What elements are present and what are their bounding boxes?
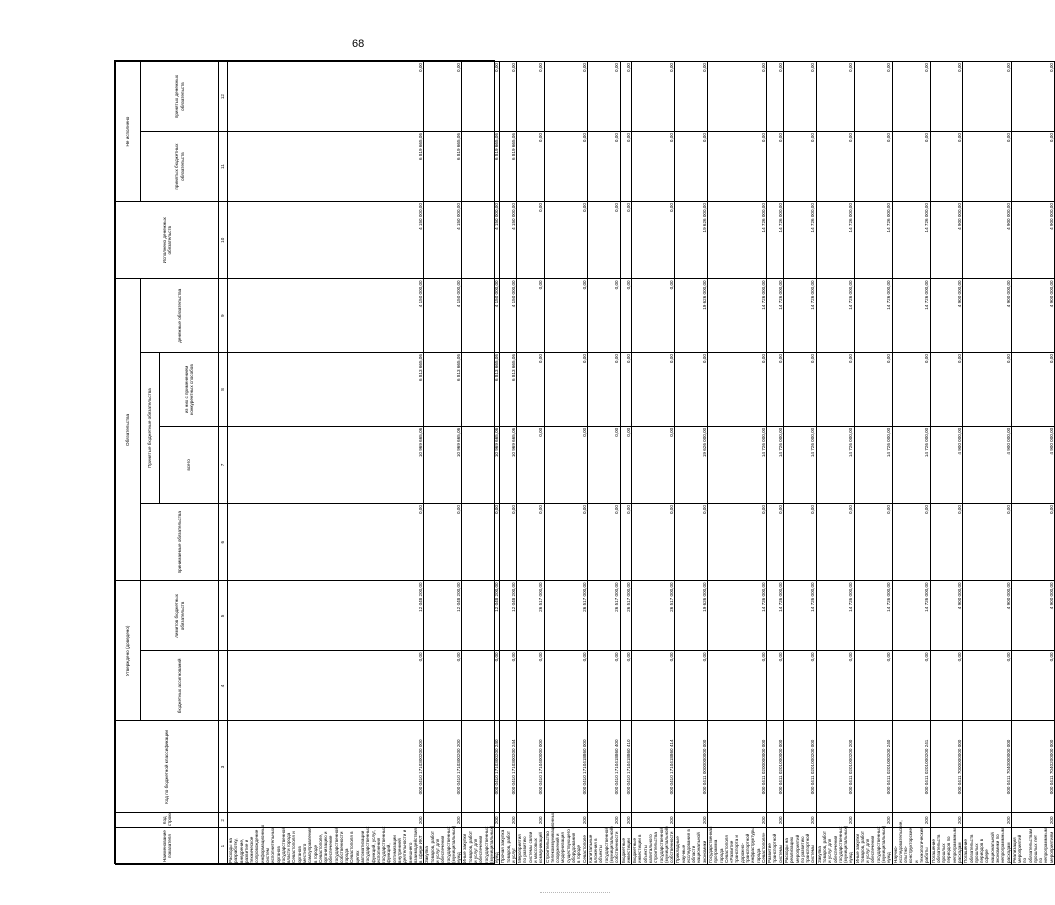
row-value-c6: 0,00 — [930, 504, 963, 581]
row-value-c11: 0,00 — [587, 132, 620, 202]
row-value-c4: 0,00 — [462, 651, 500, 721]
row-value-c10: 4 150 000,00 — [462, 202, 500, 279]
table-row — [963, 62, 1012, 865]
row-value-c8: 0,00 — [1011, 353, 1054, 427]
row-value-c7: 4 900 000,00 — [930, 426, 963, 503]
row-value-c6: 0,00 — [587, 504, 620, 581]
table-row — [544, 62, 587, 865]
row-value-c6: 0,00 — [708, 504, 767, 581]
row-value-c12: 0,00 — [854, 62, 892, 132]
table-header — [116, 62, 228, 865]
row-value-c9: 14 726 000,00 — [767, 279, 784, 353]
row-value-c5: 26 517 000,00 — [632, 581, 675, 651]
row-value-c10: 14 726 000,00 — [892, 202, 930, 279]
row-value-c11: 0,00 — [620, 132, 632, 202]
row-budget-code: 000 0410 1710300200 240 — [462, 721, 500, 813]
row-value-c10: 0,00 — [517, 202, 544, 279]
row-value-c4: 0,00 — [632, 651, 675, 721]
row-value-c9: 14 726 000,00 — [783, 279, 816, 353]
row-value-c12: 0,00 — [544, 62, 587, 132]
header-monetary: денежные обязательства — [141, 279, 219, 353]
row-value-c10: 4 150 000,00 — [228, 202, 424, 279]
row-name: Государственная программа города Севастополя «Развитие транспорта и дорожно-транспортной инфраструктуры города Севастополя» — [708, 826, 766, 863]
rotated-content — [115, 61, 1054, 865]
row-value-c6: 0,00 — [963, 504, 1012, 581]
row-value-c9: 14 726 000,00 — [816, 279, 854, 353]
header-name: Наименование показателя — [116, 828, 219, 865]
table-row — [854, 62, 892, 865]
row-value-c5: 19 626 000,00 — [675, 581, 708, 651]
row-value-c12: 0,00 — [517, 62, 544, 132]
row-value-c4: 0,00 — [228, 651, 424, 721]
row-value-c6: 0,00 — [854, 504, 892, 581]
row-value-c12: 0,00 — [620, 62, 632, 132]
header-approved: Утверждено (доведено) — [116, 581, 141, 721]
row-value-c7: 14 726 000,00 — [708, 426, 767, 503]
row-value-c7: 0,00 — [587, 426, 620, 503]
column-index-cell: 3 — [219, 721, 228, 813]
row-value-c11: 0,00 — [1011, 132, 1054, 202]
row-value-c9: 4 150 000,00 — [228, 279, 424, 353]
row-value-c5: 26 517 000,00 — [517, 581, 544, 651]
row-name: Капитальные вложения в объекты государственной (муниципальной) собственности — [587, 826, 620, 863]
row-name: Научно-исследовательские, опытно-конструкторские и технологические работы — [892, 820, 930, 863]
row-value-c11: 0,00 — [675, 132, 708, 202]
table-row — [620, 62, 632, 865]
row-value-c8: 0,00 — [930, 353, 963, 427]
row-line-code: 200 — [783, 813, 816, 828]
row-value-c12: 0,00 — [930, 62, 963, 132]
row-value-c6: 0,00 — [632, 504, 675, 581]
row-line-code: 200 — [517, 813, 544, 828]
row-value-c10: 4 900 000,00 — [963, 202, 1012, 279]
row-line-code: 200 — [930, 813, 963, 828]
column-index-cell: 5 — [219, 581, 228, 651]
column-index-cell: 8 — [219, 353, 228, 427]
row-value-c5: 12 048 200,00 — [424, 581, 462, 651]
row-value-c9: 4 150 000,00 — [424, 279, 462, 353]
row-value-c12: 0,00 — [708, 62, 767, 132]
row-value-c5: 4 900 000,00 — [963, 581, 1012, 651]
row-value-c9: 0,00 — [517, 279, 544, 353]
row-name: Мероприятия по развитию системы связи и массовых коммуникаций — [517, 828, 544, 865]
row-value-c7: 10 969 665,06 — [500, 426, 517, 503]
row-value-c12: 0,00 — [228, 62, 424, 132]
table-row — [587, 62, 620, 865]
row-budget-code: 000 0411 0201000200 241 — [892, 721, 930, 813]
row-value-c6: 0,00 — [228, 504, 424, 581]
row-value-c6: 0,00 — [783, 504, 816, 581]
table-row — [1011, 62, 1054, 865]
row-value-c10: 4 150 000,00 — [424, 202, 462, 279]
row-value-c10: 4 900 000,00 — [930, 202, 963, 279]
header-limits: лимитов бюджетных обязательств — [141, 581, 219, 651]
row-value-c9: 0,00 — [632, 279, 675, 353]
row-value-c9: 14 726 000,00 — [892, 279, 930, 353]
row-value-c4: 0,00 — [930, 651, 963, 721]
row-value-c11: 0,00 — [963, 132, 1012, 202]
row-value-c7: 10 969 665,06 — [462, 426, 500, 503]
row-value-c11: 0,00 — [517, 132, 544, 202]
row-value-c11: 6 819 665,06 — [462, 132, 500, 202]
row-value-c4: 0,00 — [675, 651, 708, 721]
row-value-c4: 0,00 — [587, 651, 620, 721]
row-value-c10: 0,00 — [620, 202, 632, 279]
row-value-c9: 4 900 000,00 — [930, 279, 963, 353]
row-value-c12: 0,00 — [424, 62, 462, 132]
row-value-c7: 0,00 — [517, 426, 544, 503]
row-name: Расходы на реализацию мероприятий по развитию транспортной системы — [783, 828, 816, 865]
row-value-c5: 14 726 000,00 — [767, 581, 784, 651]
row-value-c8: 0,00 — [816, 353, 854, 427]
row-value-c9: 0,00 — [544, 279, 587, 353]
row-value-c11: 0,00 — [708, 132, 767, 202]
table-row — [675, 62, 708, 865]
row-value-c7: 14 726 000,00 — [892, 426, 930, 503]
row-budget-code: 000 0411 0201000200 240 — [854, 721, 892, 813]
table-row — [783, 62, 816, 865]
rotated-table-frame — [114, 60, 1054, 864]
column-index-cell: 1 — [219, 828, 228, 865]
table-row — [424, 62, 462, 865]
row-value-c9: 4 150 000,00 — [462, 279, 500, 353]
row-value-c5: 14 726 000,00 — [708, 581, 767, 651]
row-value-c6: 0,00 — [767, 504, 784, 581]
table-row — [930, 62, 963, 865]
row-value-c8: 0,00 — [708, 353, 767, 427]
row-value-c5: 4 900 000,00 — [930, 581, 963, 651]
table-row — [708, 62, 767, 865]
table-row — [228, 62, 424, 865]
row-name: Расходы на разработку, внедрение, развитие и техническое сопровождение информационных систем исполнительных органов государственной власти города Севастополя и органов местного самоуправления в городе Севастополе, организацию и обеспечение государственной собственности города Севастополя в целях автоматизации государственных функций, услуг, исполнения государственных функций, оптимизации внутренней деятельности и внешнего взаимодействия в сфере ИКТ — [228, 824, 424, 863]
row-line-code: 200 — [963, 813, 1012, 828]
row-line-code: 200 — [500, 813, 517, 828]
row-value-c7: 14 726 000,00 — [767, 426, 784, 503]
row-value-c6: 0,00 — [517, 504, 544, 581]
row-budget-code: 000 0410 1710418860 000 — [544, 721, 587, 813]
row-value-c8: 0,00 — [675, 353, 708, 427]
row-budget-code: 000 0411 0000000000 000 — [675, 721, 708, 813]
row-value-c10: 4 900 000,00 — [1011, 202, 1054, 279]
row-value-c7: 10 969 665,06 — [424, 426, 462, 503]
page-number: 68 — [352, 38, 365, 50]
row-budget-code: 000 0410 1710300200 000 — [228, 721, 424, 813]
row-value-c11: 6 819 665,06 — [424, 132, 462, 202]
header-obligations: Обязательства — [116, 279, 141, 581]
row-value-c11: 0,00 — [854, 132, 892, 202]
row-value-c7: 0,00 — [632, 426, 675, 503]
row-value-c12: 0,00 — [587, 62, 620, 132]
row-budget-code: 000 0410 1710300200 200 — [424, 721, 462, 813]
row-value-c4: 0,00 — [767, 651, 784, 721]
table-row — [517, 62, 544, 865]
row-value-c5: 14 726 000,00 — [783, 581, 816, 651]
row-value-c4: 0,00 — [517, 651, 544, 721]
row-value-c7: 14 726 000,00 — [816, 426, 854, 503]
row-value-c4: 0,00 — [1011, 651, 1054, 721]
row-line-code: 200 — [587, 813, 620, 828]
header-acc-monetary-oblig: принятых денежных обязательств — [141, 62, 219, 132]
row-line-code: 200 — [767, 813, 784, 828]
row-value-c5: 14 726 000,00 — [892, 581, 930, 651]
row-value-c8: 0,00 — [620, 353, 632, 427]
row-name: Бюджетные инвестиции в объекты капитального строительства государственной (муниципальной) собственности — [632, 826, 675, 863]
row-value-c9: 14 726 000,00 — [708, 279, 767, 353]
table-row — [816, 62, 854, 865]
column-index-cell: 10 — [219, 202, 228, 279]
row-value-c6: 0,00 — [816, 504, 854, 581]
row-value-c12: 0,00 — [675, 62, 708, 132]
row-value-c7: 0,00 — [620, 426, 632, 503]
header-total: всего — [160, 426, 219, 503]
row-budget-code: 000 0410 1710400000 000 — [517, 721, 544, 813]
row-name: Бюджетные инвестиции — [620, 828, 632, 865]
row-value-c8: 0,00 — [892, 353, 930, 427]
row-value-c8: 6 813 665,06 — [462, 353, 500, 427]
header-executed: Исполнено денежных обязательств — [116, 202, 219, 279]
row-value-c8: 0,00 — [963, 353, 1012, 427]
row-name: Прочая закупка товаров, работ и услуг — [500, 828, 517, 865]
row-name: Строительство телекоммуникационных сооружений и модернизация существующего оборудования в городе Севастополе — [544, 811, 587, 863]
row-name: Развитие транспортной системы — [767, 828, 784, 865]
row-value-c7: 14 726 000,00 — [783, 426, 816, 503]
row-value-c6: 0,00 — [544, 504, 587, 581]
row-value-c8: 0,00 — [517, 353, 544, 427]
row-value-c4: 0,00 — [708, 651, 767, 721]
row-value-c12: 0,00 — [1011, 62, 1054, 132]
row-value-c7: 10 969 665,06 — [228, 426, 424, 503]
row-budget-code: 000 0410 1710418860 400 — [587, 721, 620, 813]
column-index-cell: 6 — [219, 504, 228, 581]
row-budget-code: 000 0410 1710300200 244 — [500, 721, 517, 813]
row-value-c10: 19 626 000,00 — [675, 202, 708, 279]
row-value-c9: 14 726 000,00 — [854, 279, 892, 353]
row-value-c4: 0,00 — [963, 651, 1012, 721]
row-line-code: 200 — [228, 813, 424, 828]
row-value-c5: 26 517 000,00 — [587, 581, 620, 651]
row-value-c7: 4 900 000,00 — [963, 426, 1012, 503]
row-value-c9: 4 900 000,00 — [963, 279, 1012, 353]
row-value-c8: 0,00 — [783, 353, 816, 427]
row-name: Закупка товаров, работ и услуг для обеспечения государственных (муниципальных) нужд — [816, 825, 854, 863]
row-value-c6: 0,00 — [424, 504, 462, 581]
row-value-c9: 19 626 000,00 — [675, 279, 708, 353]
row-line-code: 200 — [620, 813, 632, 828]
row-line-code: 200 — [708, 813, 767, 828]
row-value-c10: 4 150 000,00 — [500, 202, 517, 279]
budget-execution-table — [115, 61, 1055, 865]
row-value-c6: 0,00 — [892, 504, 930, 581]
row-name: Погашение обязательств прошлых периодов по непрограммным расходам — [930, 828, 962, 863]
row-value-c4: 0,00 — [854, 651, 892, 721]
header-line-code: Код строки — [116, 813, 219, 828]
table-body — [228, 62, 1055, 865]
row-value-c12: 0,00 — [892, 62, 930, 132]
row-value-c6: 0,00 — [675, 504, 708, 581]
row-budget-code: 000 0411 0200000000 000 — [708, 721, 767, 813]
table-row — [632, 62, 675, 865]
header-of-which: из них с применением конкурентных способов — [160, 353, 219, 427]
row-value-c10: 14 726 000,00 — [783, 202, 816, 279]
row-line-code: 200 — [462, 813, 500, 828]
row-budget-code: 000 0411 7040000000 000 — [963, 721, 1012, 813]
row-value-c8: 6 813 665,06 — [228, 353, 424, 427]
row-value-c9: 0,00 — [620, 279, 632, 353]
row-value-c9: 4 900 000,00 — [1011, 279, 1054, 353]
row-value-c11: 0,00 — [767, 132, 784, 202]
row-value-c10: 14 726 000,00 — [767, 202, 784, 279]
row-value-c8: 0,00 — [544, 353, 587, 427]
row-budget-code: 000 0410 1710418860 414 — [632, 721, 675, 813]
row-value-c10: 0,00 — [632, 202, 675, 279]
row-line-code: 200 — [816, 813, 854, 828]
row-value-c4: 0,00 — [424, 651, 462, 721]
row-value-c10: 0,00 — [544, 202, 587, 279]
table-row — [892, 62, 930, 865]
header-accepted: принимаемые обязательства — [141, 504, 219, 581]
row-value-c11: 6 819 665,06 — [500, 132, 517, 202]
column-index-cell: 7 — [219, 426, 228, 503]
row-value-c12: 0,00 — [816, 62, 854, 132]
column-index-cell: 12 — [219, 62, 228, 132]
row-value-c5: 26 517 000,00 — [620, 581, 632, 651]
row-value-c12: 0,00 — [963, 62, 1012, 132]
row-value-c6: 0,00 — [620, 504, 632, 581]
column-index-cell: 9 — [219, 279, 228, 353]
row-name: Закупка товаров, работ и услуг для обеспечения государственных (муниципальных) нужд — [424, 825, 462, 863]
row-value-c8: 0,00 — [767, 353, 784, 427]
row-value-c5: 14 726 000,00 — [816, 581, 854, 651]
row-line-code: 200 — [424, 813, 462, 828]
row-value-c9: 4 150 000,00 — [500, 279, 517, 353]
row-value-c5: 12 048 200,00 — [462, 581, 500, 651]
row-value-c8: 0,00 — [632, 353, 675, 427]
row-name: Иные закупки товаров, работ и услуг для обеспечения государственных (муниципальных) нужд — [462, 825, 500, 863]
row-value-c6: 0,00 — [462, 504, 500, 581]
row-value-c10: 14 726 000,00 — [708, 202, 767, 279]
row-value-c4: 0,00 — [783, 651, 816, 721]
row-value-c7: 0,00 — [544, 426, 587, 503]
row-value-c12: 0,00 — [632, 62, 675, 132]
column-index-cell: 11 — [219, 132, 228, 202]
header-budget-allocations: бюджетных ассигнований — [141, 651, 219, 721]
column-index-row — [219, 62, 228, 865]
row-value-c7: 4 900 000,00 — [1011, 426, 1054, 503]
row-value-c11: 6 819 665,06 — [228, 132, 424, 202]
row-budget-code: 000 0411 0201000200 000 — [783, 721, 816, 813]
row-name: Иные закупки товаров, работ и услуг для обеспечения государственных (муниципальных) нужд — [854, 825, 892, 863]
row-value-c5: 12 048 200,00 — [228, 581, 424, 651]
row-budget-code: 000 0411 0201000000 000 — [767, 721, 784, 813]
row-value-c4: 0,00 — [892, 651, 930, 721]
header-unexecuted: Не исполнено — [116, 62, 141, 202]
row-value-c12: 0,00 — [462, 62, 500, 132]
row-value-c12: 0,00 — [767, 62, 784, 132]
row-value-c7: 14 726 000,00 — [854, 426, 892, 503]
header-acc-budget-oblig: принятых бюджетных обязательств — [141, 132, 219, 202]
table-row — [500, 62, 517, 865]
row-value-c8: 0,00 — [854, 353, 892, 427]
row-value-c11: 0,00 — [632, 132, 675, 202]
row-value-c11: 0,00 — [544, 132, 587, 202]
row-value-c7: 19 626 000,00 — [675, 426, 708, 503]
row-value-c6: 0,00 — [500, 504, 517, 581]
row-value-c6: 0,00 — [1011, 504, 1054, 581]
row-line-code: 200 — [1011, 813, 1054, 828]
row-value-c8: 6 813 665,06 — [500, 353, 517, 427]
row-value-c5: 26 517 000,00 — [544, 581, 587, 651]
row-value-c11: 0,00 — [816, 132, 854, 202]
row-value-c10: 14 726 000,00 — [816, 202, 854, 279]
row-value-c9: 0,00 — [587, 279, 620, 353]
row-name: Реализация мероприятий по обязательствам прошлых лет по непрограммным мероприятиям — [1011, 828, 1054, 863]
header-accepted-budget: Принятые бюджетные обязательства — [141, 353, 160, 504]
row-name: Погашение обязательств прошлых периодов в сфере национальной экономики по непрограммным расходам — [963, 828, 1011, 863]
row-budget-code: 000 0410 1710418860 410 — [620, 721, 632, 813]
row-line-code: 200 — [675, 813, 708, 828]
row-name: Прикладные научные исследования в области национальной экономики — [675, 829, 707, 863]
row-line-code: 200 — [854, 813, 892, 828]
row-value-c8: 0,00 — [587, 353, 620, 427]
row-value-c10: 14 726 000,00 — [854, 202, 892, 279]
scan-artifact — [540, 892, 610, 896]
row-value-c11: 0,00 — [892, 132, 930, 202]
row-value-c5: 14 726 000,00 — [854, 581, 892, 651]
row-value-c4: 0,00 — [544, 651, 587, 721]
row-value-c5: 12 048 200,00 — [500, 581, 517, 651]
row-line-code: 200 — [544, 813, 587, 828]
row-line-code: 200 — [632, 813, 675, 828]
row-value-c4: 0,00 — [620, 651, 632, 721]
row-budget-code: 000 0411 7040200000 000 — [1011, 721, 1054, 813]
row-value-c11: 0,00 — [930, 132, 963, 202]
row-value-c12: 0,00 — [500, 62, 517, 132]
row-budget-code: 000 0411 0201000200 200 — [816, 721, 854, 813]
table-row — [767, 62, 784, 865]
row-budget-code: 000 0411 7000000000 000 — [930, 721, 963, 813]
table-row — [462, 62, 500, 865]
header-budget-code: Код по бюджетной классификации — [116, 721, 219, 813]
row-line-code: 200 — [892, 813, 930, 828]
row-value-c11: 0,00 — [783, 132, 816, 202]
row-value-c10: 0,00 — [587, 202, 620, 279]
row-value-c4: 0,00 — [500, 651, 517, 721]
row-value-c5: 4 900 000,00 — [1011, 581, 1054, 651]
row-value-c4: 0,00 — [816, 651, 854, 721]
column-index-cell: 4 — [219, 651, 228, 721]
row-value-c8: 6 813 665,06 — [424, 353, 462, 427]
row-value-c12: 0,00 — [783, 62, 816, 132]
column-index-cell: 2 — [219, 813, 228, 828]
